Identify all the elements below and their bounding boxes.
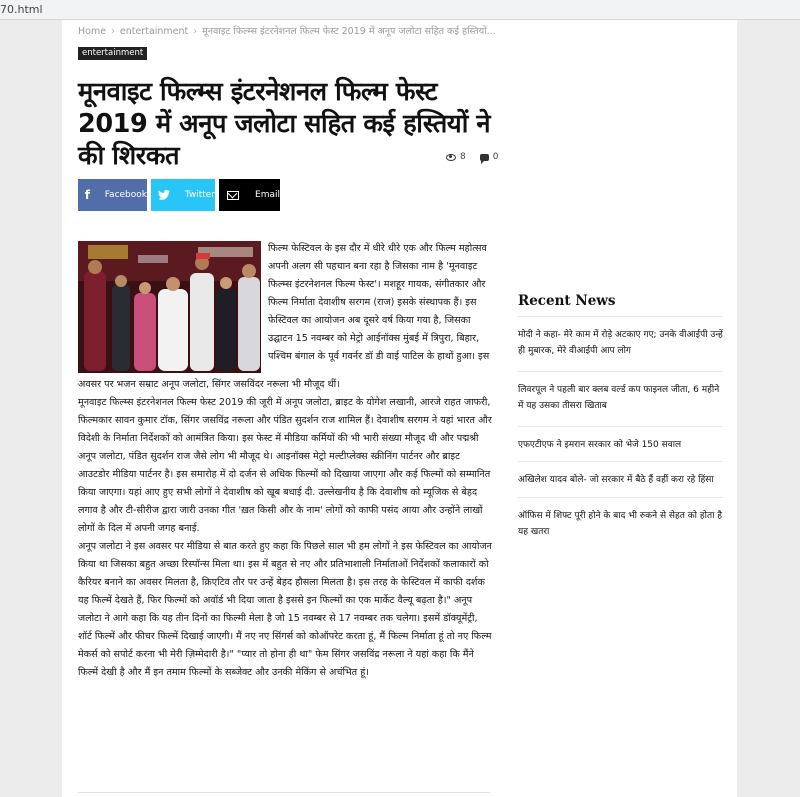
divider [78,792,490,793]
recent-news-item[interactable]: मोदी ने कहा- मेरे काम में रोड़े अटकाए गए; उनके वीआईपी उन्हें ही मुबारक, मेरे वीआईपी आप लोग [518,316,723,359]
breadcrumb-home[interactable]: Home [78,26,107,37]
comment-count[interactable] [480,152,499,162]
recent-news-item[interactable]: लिवरपूल ने पहली बार क्लब वर्ल्ड कप फाइनल जीता, 6 महीने में यह उसका तीसरा खिताब [518,371,723,414]
share-twitter-button[interactable] [151,179,215,211]
page-gutter-right [737,20,800,797]
url-text[interactable]: 70.html [0,3,43,16]
sidebar-title: Recent News [518,293,616,309]
facebook-icon: f [84,188,90,202]
browser-address-bar[interactable] [0,0,800,20]
recent-news-item[interactable]: एफएटीएफ ने इमरान सरकार को भेजे 150 सवाल [518,426,723,453]
recent-news-item[interactable]: ऑफिस में शिफ्ट पूरी होने के बाद भी रुकने से सेहत को होता है यह खतरा [518,497,723,540]
breadcrumb-category[interactable]: entertainment [119,26,189,37]
share-twitter-label: Twitter [184,190,215,200]
article-photo [78,241,261,373]
breadcrumb-separator-icon: › [111,26,115,37]
eye-icon [446,154,456,161]
article-intro-paragraph: फिल्म फेस्टिवल के इस दौर में धीरे धीरे एक और फिल्म महोत्सव अपनी अलग सी पहचान बना रहा है जिसका नाम है 'मूनवाइट फिल्म्स इंटरनेशनल फिल्म फेस्ट'। मशहूर गायक, संगीतकार और फिल्म निर्माता देवाशीष सरगम (राज) इसके संस्थापक हैं। इस फेस्टिवल का आयोजन अब दूसरे वर्ष किया गया है, जिसका उद्घाटन 15 नवम्बर को मेट्रो आईनॉक्स मुंबई में त्रिपुरा, बिहार, पश्चिम बंगाल के पूर्व गवर्नर डॉ डी वाई पाटिल के हाथों हुआ। इस [268,243,490,362]
event-photo-illustration [78,241,261,373]
article-paragraph: अनूप जलोटा ने इस अवसर पर मीडिया से बात करते हुए कहा कि पिछले साल भी हम लोगों ने इस फेस्टिवल का आयोजन किया था जिसका बहुत अच्छा रिस्पॉन्स मिला था। इस में बहुत से नए और प्रतिभाशाली निर्माताओं निर्देशकों कलाकारों को कैरियर बनाने का अवसर मिलता है, क्रिएटिव तौर पर उन्हें बेहद हौसला मिलता है। इस तरह के फेस्टिवल में काफी दर्शक यह फिल्में देखते हैं, फिर फिल्मों को अवॉर्ड भी दिया जाता है इससे इन फिल्मों का एक मार्केट वैल्यू बढ़ता है।" अनूप जलोटा ने आगे कहा कि यह तीन दिनों का फिल्मी मेला है जो 15 नवम्बर से 17 नवम्बर तक चलेगा। इसमें डॉक्यूमेंट्री, शॉर्ट फिल्में और फीचर फिल्में दिखाई जाएगी। मैं नए नए सिंगर्स को कोऑपरेट करता हूं, मैं फिल्म निर्माता हूं तो नए फिल्म मेकर्स को सपोर्ट करना भी मेरी ज़िम्मेदारी है।" "प्यार तो होना ही था" फेम सिंगर जसविंद्र नरूला ने यहां कहा कि मैंने फिल्में देखी है और मैं इन तमाम फिल्मों के सब्जेक्ट और उनकी मेकिंग से अचंभित हूं। [78,541,492,678]
share-email-label: Email [255,190,280,200]
recent-news-item[interactable]: अखिलेश यादव बोले- जो सरकार में बैठे हैं वहीं करा रहे हिंसा [518,461,723,488]
twitter-icon [151,179,177,211]
breadcrumb [78,24,496,37]
page-gutter-left [0,20,62,797]
comment-icon [480,154,489,161]
article-meta [446,152,498,162]
article-body [78,394,492,682]
share-email-button[interactable] [219,179,280,211]
email-icon [219,179,247,211]
share-facebook-button[interactable] [78,179,147,211]
article-paragraph: मूनवाइट फिल्म्स इंटरनेशनल फिल्म फेस्ट 2019 की जूरी में अनूप जलोटा, ब्राइट के योगेश लखानी, आरजे राहत जाफरी, फिल्मकार सावन कुमार टॉक, सिंगर जसविंद्र नरूला और पंडित सुदर्शन राज शामिल हैं। देवाशीष सरगम ने यहां भारत और विदेशी के निर्माता निर्देशकों को आमंत्रित किया। इस फेस्ट में मीडिया कर्मियों की भी भारी संख्या मौजूद थी और पद्मश्री अनूप जलोटा, पंडित सुदर्शन राज जैसे लोग भी मौजूद थे। आइनॉक्स मेट्रो मल्टीप्लेक्स स्क्रीनिंग पार्टनर और ब्राइट आउटडोर मीडिया पार्टनर है। इस समारोह में दो दर्जन से अधिक फिल्मों को दिखाया जाएगा और कई फिल्मों को सम्मानित किया जाएगा। यहां आए हुए सभी लोगों ने देवाशीष को खूब बधाई दी. उल्लेखनीय है कि देवाशीष को म्यूजिक से बेहद लगाव है और टी-सीरीज द्वारा जारी उनका गीत 'ख़त किसी और के नाम' लोगों को काफी पसंद आया और उन्होंने लाखों लोगों के दिल में अपनी जगह बनाई. [78,397,492,534]
article-intro-continuation: अवसर पर भजन सम्राट अनूप जलोटा, सिंगर जसविंदर नरूला भी मौजूद थीं। [78,379,340,390]
comment-count-value: 0 [492,152,499,162]
share-facebook-label: Facebook [104,190,147,200]
article-title: मूनवाइट फिल्म्स इंटरनेशनल फिल्म फेस्ट 2019 में अनूप जलोटा सहित कई हस्तियों ने की शिरकत [78,77,491,171]
view-count [446,152,466,162]
breadcrumb-separator-icon: › [193,26,198,37]
view-count-value: 8 [460,152,466,162]
category-badge[interactable]: entertainment [78,47,147,60]
breadcrumb-current: मूनवाइट फिल्म्स इंटरनेशनल फिल्म फेस्ट 2019 में अनूप जलोटा सहित कई हस्तियों... [202,26,496,37]
